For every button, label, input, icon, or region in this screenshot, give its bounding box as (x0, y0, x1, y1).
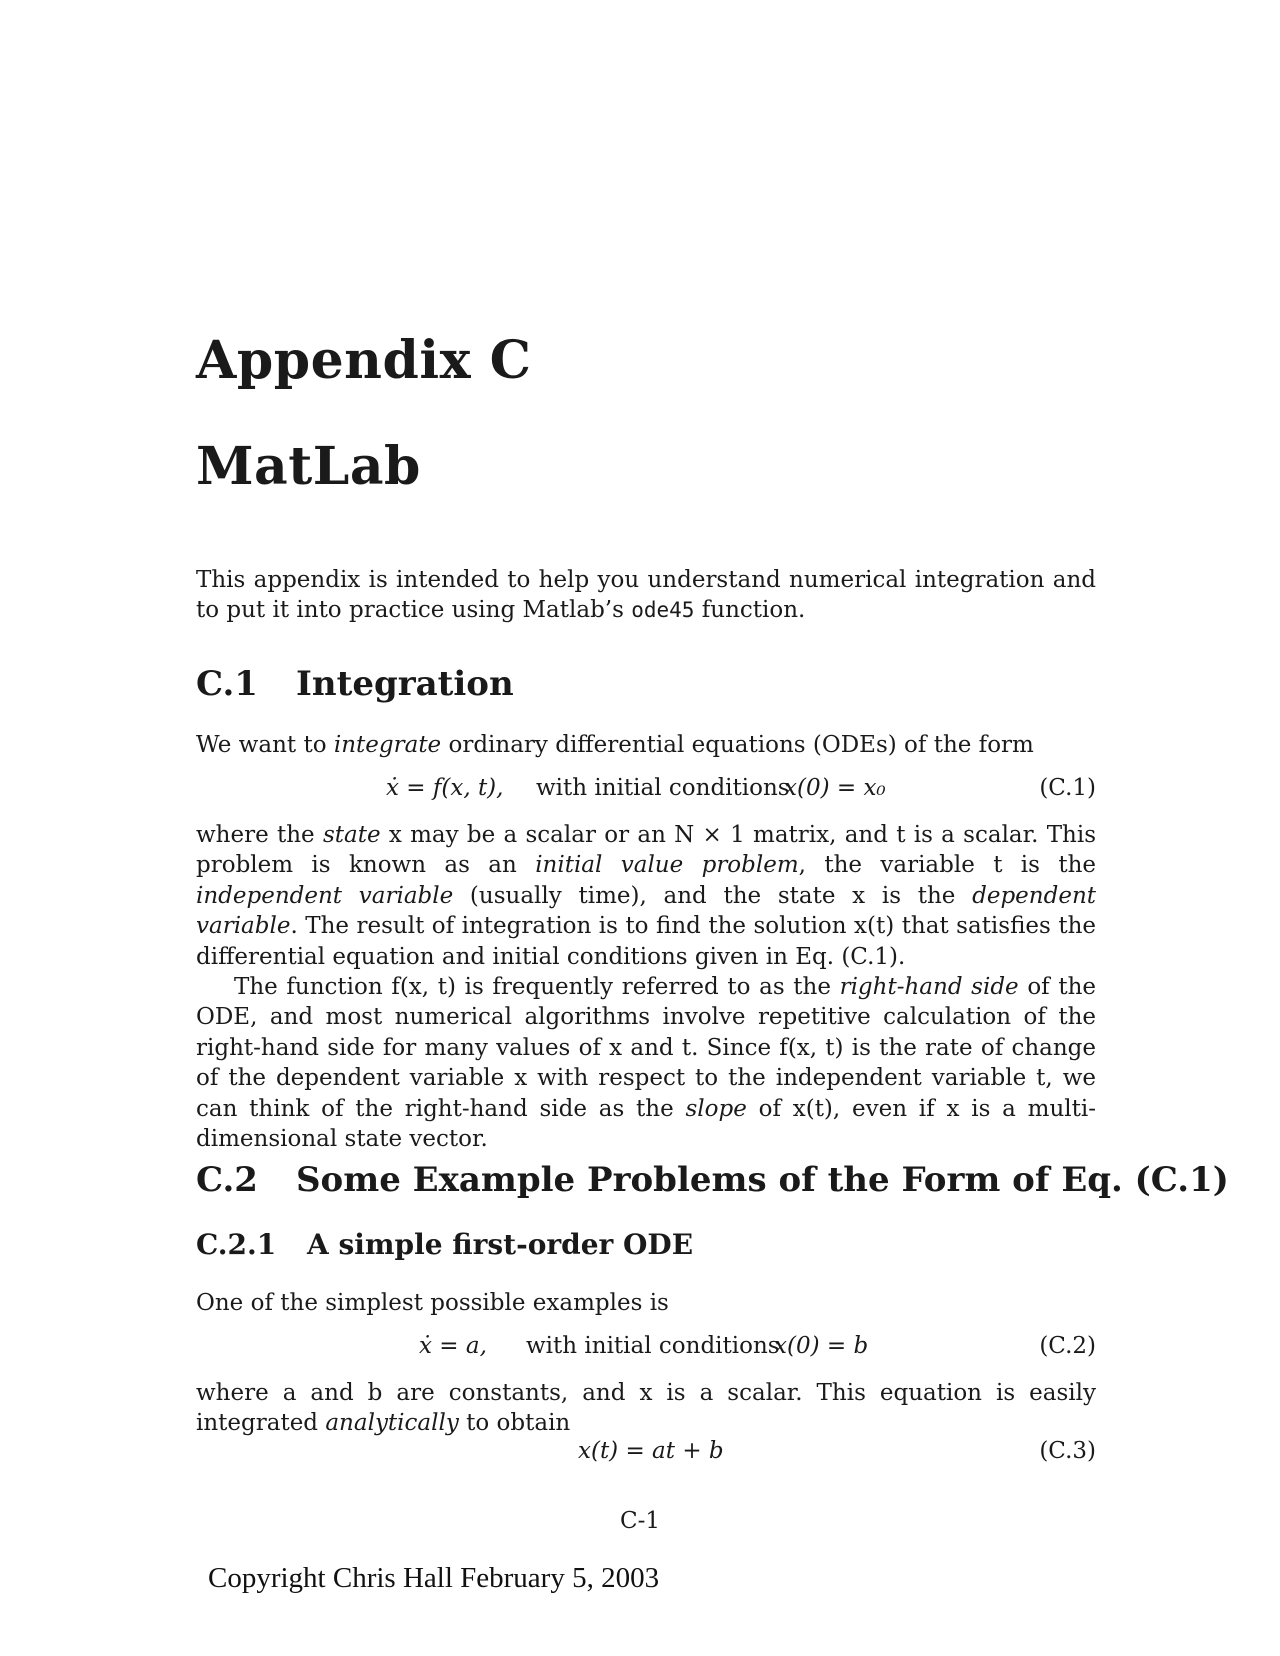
intro-text-b: function. (694, 597, 806, 624)
equation-lhs: ẋ = f(x, t), (386, 775, 504, 801)
emphasis-state: state (322, 822, 381, 848)
equation-number: (C.1) (1039, 775, 1096, 801)
code-ode45: ode45 (631, 598, 695, 623)
text-span: x may be a scalar or an N × 1 matrix, and t is a scalar. This problem is known as an (196, 822, 1097, 879)
equation-c2 (196, 1333, 1096, 1365)
text-span: The function f(x, t) is frequently referred to as the (234, 974, 840, 1000)
section-number: C.2 (196, 1160, 258, 1200)
text-span: . The result of integration is to find the solution x(t) that satisfies the differential equation and initial conditions given in Eq. (C.1). (196, 913, 1096, 970)
emphasis-integrate: integrate (333, 732, 442, 758)
emphasis-independent-variable: independent variable (196, 882, 454, 909)
emphasis-dependent-variable: dependent variable (196, 882, 1096, 940)
text-span: (usually time), and the state x is the (453, 882, 973, 909)
equation-c3 (196, 1438, 1096, 1470)
chapter-label: Appendix C (196, 330, 532, 391)
subsection-title: A simple first-order ODE (307, 1228, 694, 1261)
emphasis-initial-value-problem: initial value problem (535, 852, 799, 879)
text-span: of x(t), even if x is a multi-dimensional state vector. (196, 1095, 1096, 1153)
paragraph-constants (196, 1378, 1096, 1439)
text-span: where the (196, 822, 323, 848)
intro-text-a: This appendix is intended to help you understand numerical integration and to put it into practice using Matlab’s (196, 567, 1096, 624)
chapter-title: MatLab (196, 436, 421, 497)
page-number: C-1 (619, 1508, 660, 1534)
intro-paragraph (196, 565, 1096, 626)
subsection-heading-c21 (196, 1228, 1096, 1261)
text-span: , the variable t is the (798, 852, 1097, 879)
emphasis-right-hand-side: right-hand side (839, 974, 1019, 1000)
paragraph-integrate (196, 730, 1096, 760)
subsection-number: C.2.1 (196, 1228, 277, 1261)
section-title: Some Example Problems of the Form of Eq. (C.1) (296, 1160, 1229, 1200)
equation-text: with initial conditions (536, 775, 790, 801)
section-number: C.1 (196, 664, 258, 704)
section-title: Integration (296, 664, 514, 704)
section-heading-c1 (196, 664, 1096, 704)
emphasis-slope: slope (685, 1095, 747, 1122)
paragraph-state (196, 820, 1096, 972)
equation-c1 (196, 775, 1096, 807)
text-span: to obtain (458, 1410, 571, 1437)
equation-lhs: ẋ = a, (419, 1333, 487, 1359)
text-span: We want to (196, 732, 334, 758)
paragraph-simplest: One of the simplest possible examples is (196, 1290, 669, 1316)
equation-number: (C.2) (1039, 1333, 1096, 1359)
equation-number: (C.3) (1039, 1438, 1096, 1464)
text-span: where a and b are constants, and x is a scalar. This equation is easily integrated (196, 1380, 1096, 1437)
equation-rhs: x(0) = b (774, 1333, 869, 1359)
paragraph-right-hand-side (196, 972, 1096, 1154)
copyright-footer: Copyright Chris Hall February 5, 2003 (208, 1562, 660, 1594)
text-span: of the ODE, and most numerical algorithms involve repetitive calculation of the right-hand side for many values of x and t. Since f(x, t) is the rate of change of the dependent variable x with respect to the independent variable t, we can think of the right-hand side as the (196, 974, 1096, 1122)
equation-text: with initial conditions (526, 1333, 780, 1359)
section-heading-c2 (196, 1160, 1229, 1200)
text-span: ordinary differential equations (ODEs) of the form (441, 732, 1034, 758)
emphasis-analytically: analytically (325, 1410, 459, 1437)
equation-expression: x(t) = at + b (578, 1438, 724, 1464)
equation-rhs: x(0) = x₀ (784, 775, 886, 801)
